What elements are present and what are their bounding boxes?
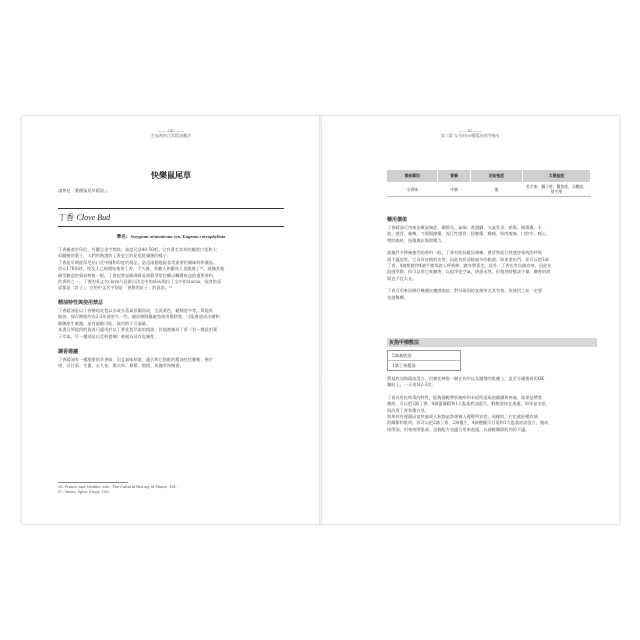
properties-line: 丁香精油是以丁香樹的花苞以水或水蒸氣蒸餾而成，呈淡黃色，黏稠度中等，質地有 <box>58 308 213 313</box>
properties-line: 點油，保存期限約為2-3年或更久一些，儲存期間應避免使用塑膠瓶：可能會造成皮膚和 <box>58 314 220 320</box>
oil-info-table <box>387 170 591 197</box>
intro-line: 而翻捲的葉子，人們所熟悉的丁香是它的花苞乾燥後的樣子。 <box>58 253 172 259</box>
left-page-number: 342 <box>167 128 175 133</box>
recipe-line: 丁香具有抗病毒的特性，能夠減輕帶狀皰疹和水痘所造成的癢癢和疼痛，如果是帶狀 <box>387 394 542 400</box>
clove-intro <box>58 247 284 292</box>
properties-line: 黏膜產生刺激，並有過敏可能，使用時不可過量。 <box>58 320 151 326</box>
table-cell: 牡羊座、獅子座、雙魚座、天蠍座、射手座 <box>523 182 591 197</box>
medicinal-line: 丁香可用來治療好幾種皮膚感染症，對付頑固的灰指甲尤其有效。但使用之前一定要 <box>387 288 542 294</box>
table-header-row <box>387 170 591 182</box>
table-cell: 辛香味 <box>387 182 438 197</box>
sci-label: 學名： <box>116 235 131 240</box>
intro-line: 丁香是早期從印尼出口至中國和印度的商品，是這兩個地區非常重要的調味料和藥品。 <box>58 259 218 265</box>
medicinal-line: 間也不宜太長。 <box>387 275 417 281</box>
intro-line: 西元176年時，埃及人已經開始使用丁香，不久後，希臘人和羅馬人也跟進了⁵⁶。就像其他 <box>58 266 225 272</box>
right-running-title: 第八篇 女巫的60種精油使用指南 <box>440 133 500 138</box>
blending-line: 丁香精油有一種甜甜的辛香味，而且氣味厚重，適合和它搭配的精油包括羅勒、佛手 <box>58 357 213 362</box>
medicinal-heading: 藥用價值 <box>387 217 408 223</box>
ingredient-item: 5滴基底油 <box>388 351 460 361</box>
clove-title <box>58 212 284 223</box>
right-page-number: 43 <box>467 128 473 133</box>
recipe-heading: 灰指甲擦敷法 <box>389 340 420 346</box>
medicinal-line: 道不適症狀，它具有祛痰的功效，因此有助清除過多的黏液。如果要出門，你可以把3滴 <box>387 256 549 262</box>
table-header: 香調 <box>438 170 471 182</box>
recipe-line: 皰疹，可以把2滴丁香、4滴薔薇精和1大匙基底油混合，輕輕塗抹在患處，如果是水痘， <box>387 401 550 407</box>
clove-title-zh: 丁香 <box>58 213 74 222</box>
intro-line: 丁香樹產於印尼，外觀呈金字塔狀，高度可達40-50呎。它有著毛茸茸的橢狀白花和大 <box>58 247 217 252</box>
properties-line: 本書目所提供的資訊只適用於以丁香花苞萃取的精油，其他被稱為丁香（有一種是用葉 <box>58 327 218 333</box>
medicinal-line: 流感季節，你可以用它來擴香，以提淨化空氣，防患未然。但使用時應該少量，擴香的時 <box>387 269 551 275</box>
recipe-line: 如果你有溼濕因宿疾過或入秋都是都會被人溼暖所安慰，同樣的，它也就舒緩疼痛 <box>387 414 538 420</box>
blending-heading: 調香建議 <box>58 349 79 355</box>
table-cell: 中調 <box>438 182 471 197</box>
footnotes <box>58 485 284 495</box>
intro-line: 思都是「釘子」，它的中文名字則是「香甜的釘子」的意思。⁵⁷ <box>58 285 173 291</box>
sci-name: Syzygium aromaticum syn. Eugenia caryophyllata <box>130 234 226 239</box>
blending-text <box>58 357 284 370</box>
right-running-head: —— 43 —— 第八篇 女巫的60種精油使用指南 <box>321 128 619 138</box>
properties-line: 子萃取，另一種則是以莖幹提煉）被視為具有危險性。 <box>58 333 159 339</box>
left-page <box>22 116 320 524</box>
footnote: 56. Prance and Nesbitt, eds., The Cultural History of Plants, 161. <box>58 485 178 489</box>
recipe-line: 的關節和肌肉。你可以把2滴丁香、2滴薑生，4滴鹽羅浮甘菊和1大匙基底油混合，做成 <box>387 420 549 426</box>
recipe-line: 按摩油，用來按摩患部。這個配方也適合用來泡澡，以減輕關節肌肉的不適。 <box>387 426 530 432</box>
recipe-line: 將基底油與精油混合，用棉花棒推一層在你甲以及邊緣的肌膚上，直至分鐘後再用OK <box>387 376 545 381</box>
clove-title-en: Clove Bud <box>76 213 111 222</box>
properties-heading: 精油特性與使用禁忌 <box>58 300 104 306</box>
medicinal-line: 丁香、4滴甜橙和4滴牛膝草滴入呼吸棒，隨身帶著走。此外，丁香也有抗菌功效，因此在 <box>387 263 552 269</box>
table-header: 太陽星座 <box>523 170 591 182</box>
book-spread <box>22 116 619 524</box>
recipe-line: 則改用丁香和薰衣草。 <box>387 407 429 413</box>
clary-sage-reference: 請參見「薰種鼠尾草精油」。 <box>58 188 111 193</box>
medicinal-line: 泡、感冒、咳嗽、刀傷與擦傷、流行性感冒、扭軟傷、腫痛、肌肉痠痛、口腔中、噁心、 <box>387 231 551 237</box>
left-running-title: 在家裡的日常精油魔法 <box>151 133 191 138</box>
recipe-line: 繃貼上，一天塗抹2-3次。 <box>387 382 436 388</box>
blending-line: 柑、洋甘菊、生薑、永久花、薰衣草、檸檬、甜橙、玫瑰草和檀香。 <box>58 363 184 369</box>
properties-text <box>58 308 284 340</box>
medicinal-line: 丁香精油可用來治療氣喘症、關節炎、氣喘、香港腳、支氣管炎、瘀傷、燒傷傷、水 <box>387 225 542 230</box>
scientific-name-line <box>58 234 284 240</box>
title-rule-top <box>58 208 284 209</box>
right-page <box>321 116 619 524</box>
medicinal-text <box>387 225 597 301</box>
medicinal-line: 先做稀釋。 <box>387 294 408 300</box>
ingredient-item: 1滴丁香精油 <box>392 363 416 368</box>
table-header: 初始強度 <box>470 170 522 182</box>
intro-line: 備受歡迎的貿易物資一般，丁香也曾是歐洲貿易商競爭掌控權以轉賣收益的重要香料， <box>58 272 218 278</box>
intro-line: 的香料之一。丁香的英文名clove乃是源自法文中的clou與拉丁文中的clavus，兩者的意 <box>58 279 222 285</box>
recipe-text <box>387 376 597 433</box>
footnote-rule <box>58 482 128 483</box>
medicinal-line: 帶狀皰疹、扭傷與拉傷和壓力。 <box>387 237 446 243</box>
table-row <box>387 182 591 197</box>
table-cell: 強 <box>470 182 522 197</box>
title-rule-bottom <box>58 226 284 227</box>
left-running-head: —— 342 —— 在家裡的日常精油魔法 <box>22 128 320 138</box>
table-header: 氣味類別 <box>387 170 438 182</box>
recipe-ingredients <box>387 350 461 371</box>
medicinal-line: 就像許多傳統強烈的香料一般，丁香有助舒緩因咳嗽、感冒和流行性感冒導致的呼吸 <box>387 250 542 256</box>
footnote: 57. Weiss, Spice Crops, 106. <box>58 490 110 495</box>
section-title-clary-sage: 快樂鼠尾草 <box>151 170 191 180</box>
